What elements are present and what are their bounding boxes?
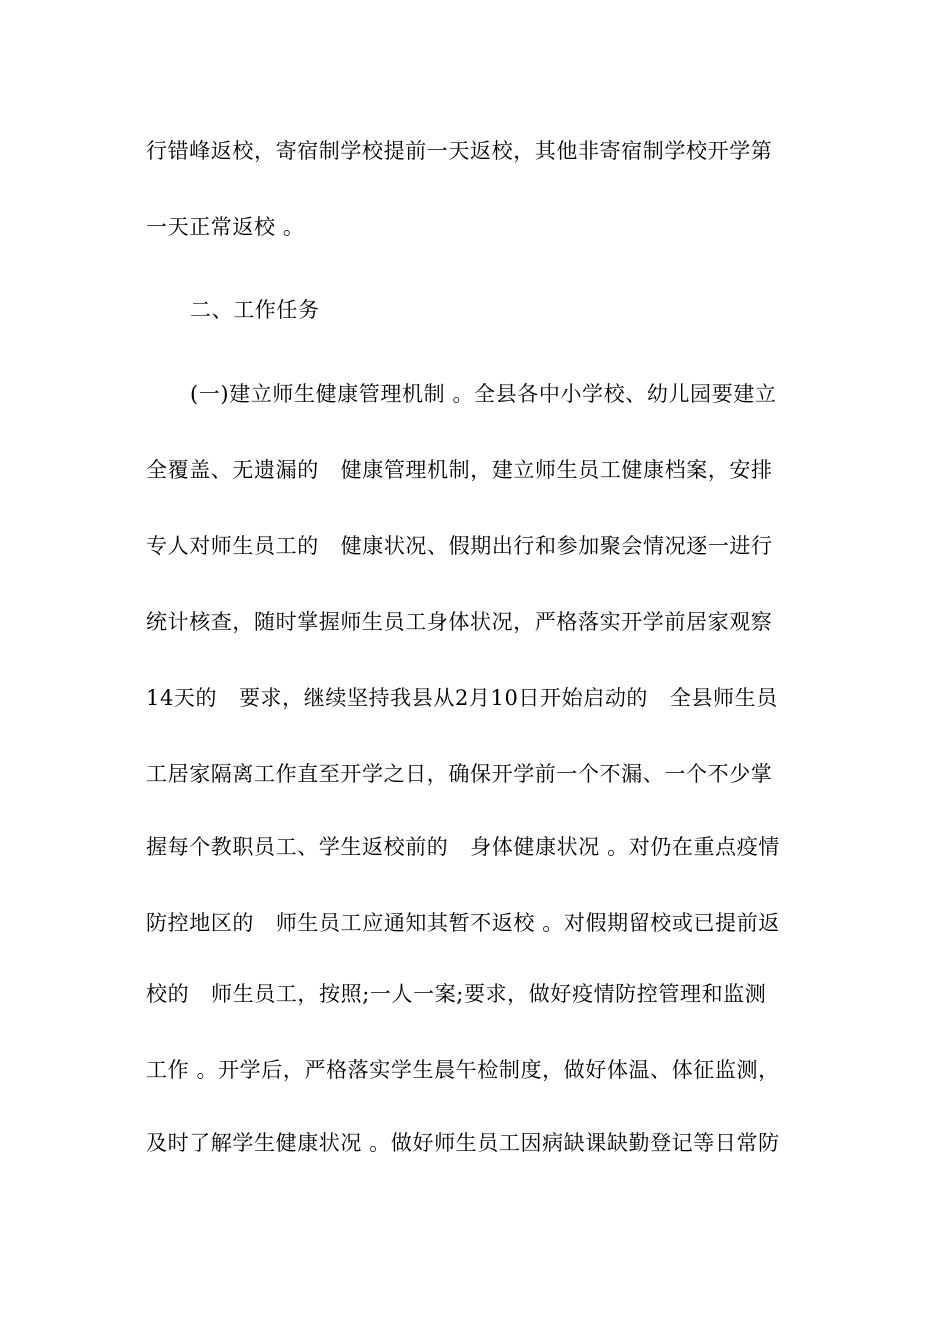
section-heading: 二、工作任务 (190, 298, 320, 322)
paragraph-line: 14天的 要求，继续坚持我县从2月10日开始启动的 全县师生员 (146, 686, 778, 710)
paragraph-line: 专人对师生员工的 健康状况、假期出行和参加聚会情况逐一进行 (146, 534, 773, 558)
paragraph-line: 统计核查，随时掌握师生员工身体状况，严格落实开学前居家观察 (146, 610, 773, 634)
paragraph-line: 防控地区的 师生员工应通知其暂不返校 。对假期留校或已提前返 (146, 911, 780, 935)
paragraph-line: 工作 。开学后，严格落实学生晨午检制度，做好体温、体征监测， (146, 1058, 780, 1082)
paragraph-line: 行错峰返校，寄宿制学校提前一天返校，其他非寄宿制学校开学第 (146, 139, 773, 163)
paragraph-line: 及时了解学生健康状况 。做好师生员工因病缺课缺勤登记等日常防 (146, 1131, 780, 1155)
paragraph-line: 工居家隔离工作直至开学之日，确保开学前一个不漏、一个不少掌 (146, 762, 773, 786)
paragraph-line: 校的 师生员工，按照;一人一案;要求，做好疫情防控管理和监测 (146, 982, 767, 1006)
paragraph-line: 全覆盖、无遗漏的 健康管理机制，建立师生员工健康档案，安排 (146, 458, 773, 482)
paragraph-line: 一天正常返校 。 (146, 215, 305, 239)
paragraph-line: 握每个教职员工、学生返校前的 身体健康状况 。对仍在重点疫情 (146, 835, 780, 859)
subsection-first-line: (一)建立师生健康管理机制 。全县各中小学校、幼儿园要建立 (190, 382, 777, 406)
